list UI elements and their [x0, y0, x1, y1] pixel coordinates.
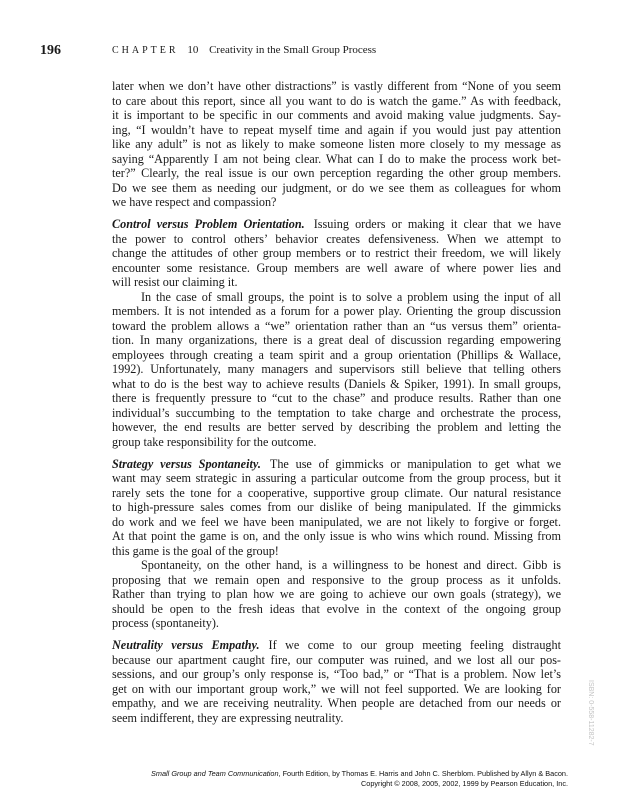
text-line — [112, 529, 561, 544]
text-line — [112, 108, 561, 123]
text-line — [112, 181, 561, 196]
line-text: what to do is the best way to achieve results (Daniels & Spiker, 1991). In small groups, — [112, 376, 561, 391]
line-text: sessions, and our group’s only response is, “Too bad,” or “That is a problem. Now let’s — [112, 667, 561, 681]
line-text: seem indifferent, they are expressing neutrality. — [112, 710, 344, 725]
line-text: do work and we feel we have been manipulated, we are not likely to forgive or forget. — [112, 514, 561, 529]
line-text: this game is the goal of the group! — [112, 543, 279, 558]
line-text: we have respect and compassion? — [112, 195, 277, 209]
line-text: individual’s succumbing to the temptation to take charge and orchestrate the process, — [112, 405, 561, 420]
text-line — [112, 362, 561, 377]
text-line — [112, 457, 561, 472]
line-text: change the attitudes of other group members or to restrict their freedom, we will likely — [112, 246, 561, 260]
line-text: Do we see them as needing our judgment, or do we see them as colleagues for whom — [112, 180, 561, 195]
line-text: group take responsibility for the outcome. — [112, 434, 317, 449]
line-text: empathy, and we are receiving neutrality. When people are detached from our needs or — [112, 696, 561, 710]
line-text: Rather than trying to plan how we are going to achieve our own goals (strategy), we — [112, 587, 561, 601]
isbn-watermark: ISBN: 0-558-11282-7 — [587, 680, 594, 746]
text-line — [112, 137, 561, 152]
text-line — [112, 515, 561, 530]
chapter-label: CHAPTER — [112, 45, 179, 56]
text-line — [112, 682, 561, 697]
line-text: employees through creating a team spirit and a group orientation (Phillips & Wallace, — [112, 347, 561, 362]
text-line — [112, 696, 561, 711]
line-text: will resist our claiming it. — [112, 275, 238, 289]
line-text: At that point the game is on, and the only issue is who wins which round. Missing from — [112, 529, 561, 543]
line-text: saying “Apparently I am not being clear. What can I do to make the process work bet- — [112, 151, 561, 166]
text-line — [112, 348, 561, 363]
text-line — [112, 290, 561, 305]
section-paragraph — [112, 217, 561, 290]
text-line — [112, 406, 561, 421]
text-line — [112, 558, 561, 573]
line-text: to care about this report, since all you want to do is watch the game.” As with feedback, — [112, 93, 561, 108]
line-text: want may seem strategic in assuring a particular outcome from the group process, but it — [112, 471, 561, 485]
text-line — [112, 123, 561, 138]
line-text: it is important to be specific in our comments and avoid making value judgments. Say- — [112, 108, 561, 122]
line-text: however, the end results are better served by describing the problem and letting the — [112, 420, 561, 434]
section-paragraph — [112, 638, 561, 725]
section-heading: Neutrality versus Empathy. — [112, 638, 260, 652]
line-text: encounter some resistance. Group members are well aware of where power lies and — [112, 260, 561, 275]
line-text: members. It is not intended as a forum for a power play. Orienting the group discussion — [112, 304, 561, 318]
line-text: The use of gimmicks or manipulation to get what we — [269, 456, 562, 471]
line-text: to high-pressure sales comes from our dislike of being manipulated. If the gimmicks — [112, 500, 561, 514]
text-line — [112, 79, 561, 94]
line-text: proposing that we remain open and responsive to the group process as it unfolds. — [112, 572, 561, 587]
text-line — [112, 711, 561, 726]
chapter-number: 10 — [187, 44, 199, 56]
text-line — [112, 166, 561, 181]
text-line — [112, 304, 561, 319]
section-heading: Strategy versus Spontaneity. — [112, 456, 261, 471]
text-line — [112, 232, 561, 247]
footer-line-1-rest: , Fourth Edition, by Thomas E. Harris and John C. Sherblom. Published by Allyn & Bacon. — [278, 769, 568, 778]
text-line — [112, 667, 561, 682]
body-text — [112, 79, 561, 733]
text-line — [112, 195, 561, 210]
paragraph — [112, 79, 561, 210]
footer-copyright: Copyright © 2008, 2005, 2002, 1999 by Pearson Education, Inc. — [361, 779, 568, 788]
line-text: like any adult” is not as likely to make someone listen more closely to my message as — [112, 137, 561, 151]
line-text: Spontaneity, on the other hand, is a willingness to be honest and direct. Gibb is — [141, 558, 561, 572]
text-line — [112, 471, 561, 486]
text-line — [112, 573, 561, 588]
text-line — [112, 333, 561, 348]
text-line — [112, 152, 561, 167]
text-line — [112, 486, 561, 501]
text-line — [112, 319, 561, 334]
text-line — [112, 377, 561, 392]
page-number: 196 — [40, 43, 61, 58]
line-text: rarely sets the tone for a cooperative, supportive group climate. Our natural resistance — [112, 485, 561, 500]
text-line — [112, 420, 561, 435]
footer-citation — [151, 769, 568, 789]
section-paragraph — [112, 457, 561, 559]
text-line — [112, 217, 561, 232]
line-text: ing, “I wouldn’t have to repeat myself time and again if you would just pay attention — [112, 122, 561, 137]
text-line — [112, 653, 561, 668]
text-line — [112, 500, 561, 515]
line-text: because our apartment caught fire, our computer was ruined, and we lost all our pos- — [112, 652, 561, 667]
text-line — [112, 435, 561, 450]
line-text: there is frequently pressure to “cut to the chase” and produce results. Rather than one — [112, 391, 561, 405]
text-line — [112, 275, 561, 290]
chapter-title: Creativity in the Small Group Process — [209, 44, 377, 56]
section-heading: Control versus Problem Orientation. — [112, 217, 305, 231]
text-line — [112, 544, 561, 559]
footer-line-1 — [151, 769, 568, 779]
line-text: process (spontaneity). — [112, 616, 219, 630]
line-text: later when we don’t have other distractions” is vastly different from “None of you seem — [112, 79, 561, 93]
text-line — [112, 616, 561, 631]
text-line — [112, 391, 561, 406]
text-line — [112, 638, 561, 653]
line-text: ter?” Clearly, the real issue is our own perception regarding the other group members. — [112, 166, 561, 180]
paragraph — [112, 290, 561, 450]
line-text: the power to control others’ behavior creates defensiveness. When we attempt to — [112, 231, 561, 246]
text-line — [112, 587, 561, 602]
paragraph — [112, 558, 561, 631]
line-text: tion. In many organizations, there is a great deal of discussion regarding empowering — [112, 333, 561, 347]
text-line — [112, 94, 561, 109]
line-text: get on with our important group work,” we will not feel supported. We are looking for — [112, 681, 561, 696]
line-text: toward the problem allows a “we” orientation rather than an “us versus them” orienta- — [112, 318, 561, 333]
running-header — [112, 44, 376, 56]
book-title: Small Group and Team Communication — [151, 769, 279, 778]
text-line — [112, 246, 561, 261]
text-line — [112, 261, 561, 276]
line-text: should be open to the fresh ideas that evolve in the context of the ongoing group — [112, 601, 561, 616]
line-text: If we come to our group meeting feeling distraught — [268, 638, 561, 652]
line-text: 1992). Unfortunately, many managers and supervisors still believe that telling others — [112, 362, 561, 376]
line-text: In the case of small groups, the point is to solve a problem using the input of all — [141, 289, 561, 304]
text-line — [112, 602, 561, 617]
line-text: Issuing orders or making it clear that we have — [313, 217, 561, 231]
